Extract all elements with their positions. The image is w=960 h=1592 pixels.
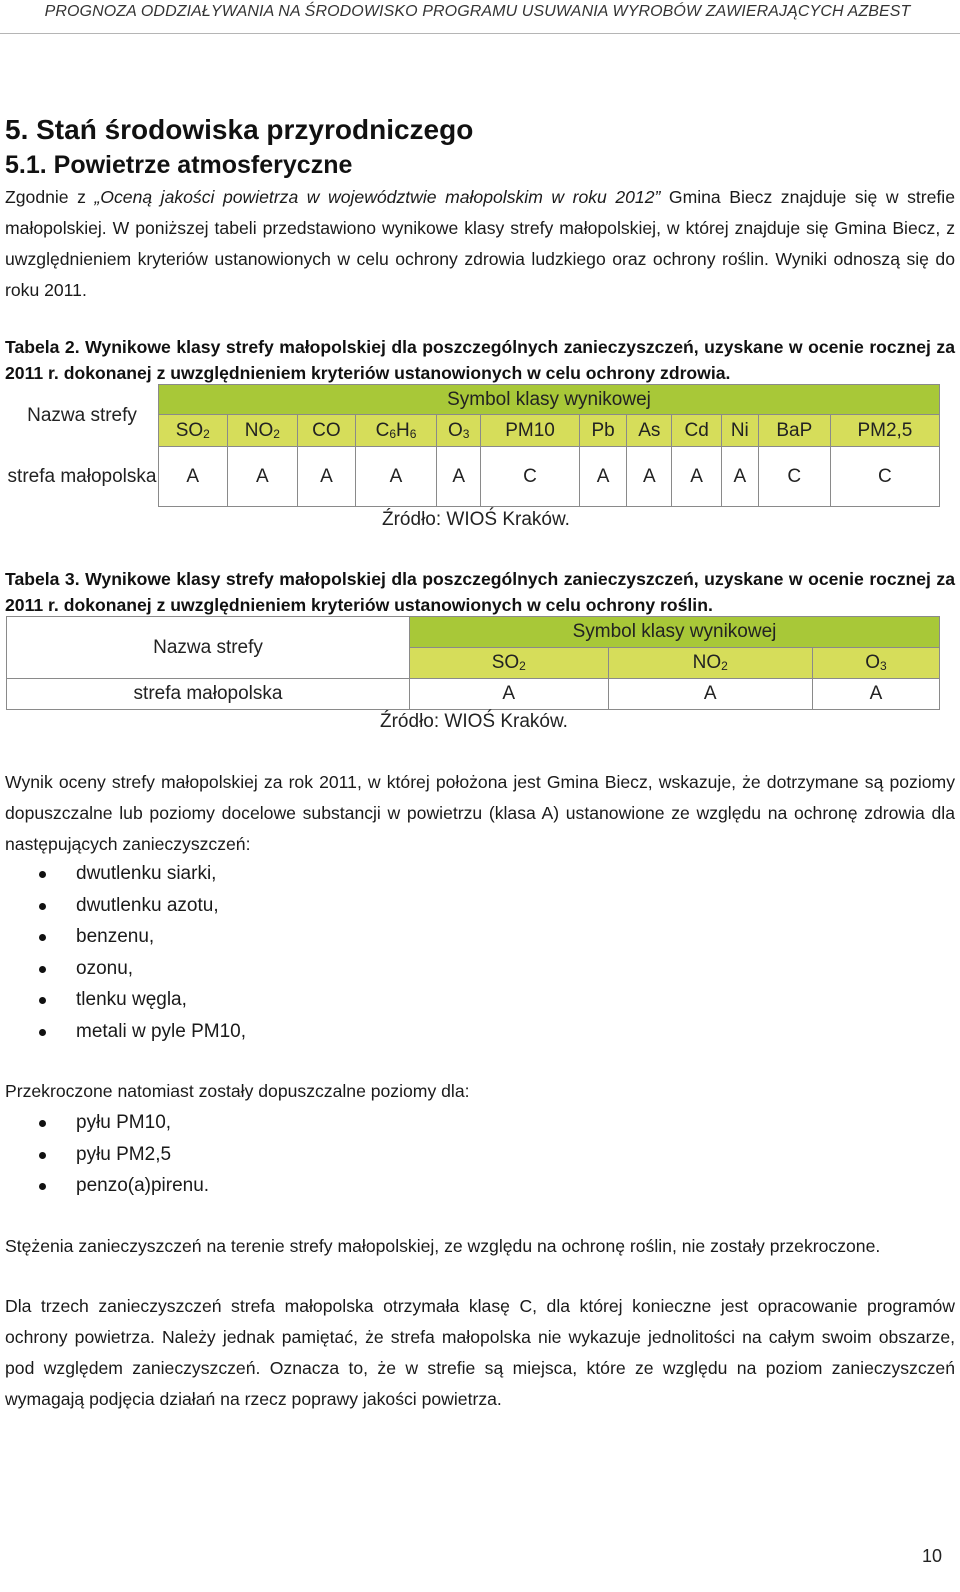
intro-post: Gmina Biecz znajduje się w strefie małopolskiej. W poniższej tabeli przedstawiono wynikowe klasy strefy małopolskiej, w której znajduje się Gmina Biecz, z uwzględnieniem kryteriów ustanowionych w celu ochrony zdrowia ludzkiego oraz ochrony roślin. Wyniki odnoszą się do roku 2011. [5,187,955,300]
page-number: 10 [921,1546,942,1566]
formula-base: CO [312,419,341,441]
bullet-icon [39,934,46,941]
bullet-icon [39,903,46,910]
table2-column-header [721,415,758,447]
list-item-text: dwutlenku azotu, [76,894,219,916]
table2-value-cell: A [721,447,758,507]
formula-subscript: 3 [880,659,887,673]
bullet-icon [39,966,46,973]
table2-column-header [437,415,481,447]
formula-base: Ni [730,419,749,441]
formula-subscript: 6 [409,426,417,441]
list-item-text: benzenu, [76,926,155,947]
list-item-text: dwutlenku siarki, [76,863,217,884]
table2-column-header [830,415,939,447]
table3-column-header [812,648,939,679]
formula-base: NO [692,652,722,673]
formula-subscript: 2 [273,426,280,441]
table2-value-cell: A [579,447,626,507]
table2-column-header [298,415,356,447]
intro-paragraph [5,182,955,306]
bullet-icon [39,871,46,878]
formula-base: SO [175,419,204,441]
table2-column-header [355,415,437,447]
table3-zone-cell: strefa małopolska [7,679,410,710]
formula-base: H [396,419,410,441]
formula-base: As [638,419,661,441]
table2-value-cell: A [355,447,437,507]
formula-base: O [865,652,881,673]
formula-base: BaP [776,419,813,441]
table2-caption: Tabela 2. Wynikowe klasy strefy małopolskiej dla poszczególnych zanieczyszczeń, uzyskane w ocenie rocznej za 2011 r. dokonanej z uwzględnieniem kryteriów ustanowionych w celu ochrony zdrowia. [5,337,955,383]
table2-source: Źródło: WIOŚ Kraków. [382,509,570,530]
formula-base: C [375,419,390,441]
table2-value-cell: A [298,447,356,507]
table3-value-cell: A [410,679,609,710]
table2-data-row [6,447,940,507]
table3-data-row [7,679,940,710]
table2-column-header [227,415,298,447]
section-heading: 5. Stań środowiska przyrodniczego [5,114,474,145]
formula-base: PM10 [505,419,555,441]
table2-column-header [579,415,626,447]
list-item-text: pyłu PM10, [76,1112,172,1133]
exceeded-paragraph: Przekroczone natomiast zostały dopuszczalne poziomy dla: [5,1081,470,1101]
table2-column-header [159,415,228,447]
formula-subscript: 2 [519,659,526,673]
table3-column-header [608,648,812,679]
table3-column-header [410,648,609,679]
list-item-text: metali w pyle PM10, [76,1020,247,1042]
table2-column-header [481,415,580,447]
list-item-text: pyłu PM2,5 [76,1143,172,1165]
table2-value-cell: C [481,447,580,507]
bullet-icon [39,1120,46,1127]
table2-value-cell: C [830,447,939,507]
formula-base: NO [244,419,274,441]
bullet-icon [39,1029,46,1036]
bullet-icon [39,1152,46,1159]
header-title: PROGNOZA ODDZIAŁYWANIA NA ŚRODOWISKO PROGRAMU USUWANIA WYROBÓW ZAWIERAJĄCYCH AZBEST [44,3,911,20]
table2-column-header [758,415,830,447]
formula-subscript: 2 [203,426,210,441]
plants-paragraph: Stężenia zanieczyszczeń na terenie strefy małopolskiej, ze względu na ochronę roślin, nie zostały przekroczone. [5,1236,881,1256]
intro-report-title: „Oceną jakości powietrza w województwie małopolskim w roku 2012” [94,187,661,207]
table3-source: Źródło: WIOŚ Kraków. [380,711,568,732]
formula-subscript: 2 [721,659,728,673]
table3-caption: Tabela 3. Wynikowe klasy strefy małopolskiej dla poszczególnych zanieczyszczeń, uzyskane w ocenie rocznej za 2011 r. dokonanej z uwzględnieniem kryteriów ustanowionych w celu ochrony roślin. [5,569,955,615]
list-item-text: penzo(a)pirenu. [76,1175,210,1196]
intro-pre: Zgodnie z [5,187,95,207]
table2-column-header [627,415,672,447]
table2-value-cell: A [159,447,228,507]
table3 [6,616,940,710]
table2-symbol-header: Symbol klasy wynikowej [159,385,940,415]
formula-base: PM2,5 [857,419,913,441]
table2-value-cell: A [227,447,298,507]
class-c-paragraph: Dla trzech zanieczyszczeń strefa małopolska otrzymała klasę C, dla której konieczne jest opracowanie programów ochrony powietrza. Należy jednak pamiętać, że strefa małopolska nie wykazuje jednolitości na całym swoim obszarze, pod względem zanieczyszczeń. Oznacza to, że w strefie są miejsca, które ze względu na poziom zanieczyszczeń wymagają podjęcia działań na rzecz poprawy jakości powietrza. [5,1296,955,1409]
list-item-text: ozonu, [76,957,134,979]
bullet-icon [39,1183,46,1190]
formula-base: SO [491,652,520,673]
table2 [6,384,940,507]
table2-value-cell: A [672,447,721,507]
formula-subscript: 3 [462,426,470,441]
table2-value-cell: C [758,447,830,507]
bullet-icon [39,997,46,1004]
formula-base: Cd [684,419,709,441]
table2-zone-cell: strefa małopolska [7,465,157,487]
table3-value-cell: A [608,679,812,710]
table2-value-cell: A [627,447,672,507]
formula-base: O [447,419,463,441]
formula-base: Pb [591,419,615,441]
table2-column-header [672,415,721,447]
table3-value-cell: A [812,679,939,710]
list-item-text: tlenku węgla, [76,989,187,1010]
table2-value-cell: A [437,447,481,507]
table2-zone-header: Nazwa strefy [27,404,137,426]
subsection-heading: 5.1. Powietrze atmosferyczne [5,151,353,179]
table3-zone-header: Nazwa strefy [7,617,410,679]
formula-subscript: 6 [389,426,396,441]
table3-symbol-header: Symbol klasy wynikowej [410,617,940,648]
result-paragraph: Wynik oceny strefy małopolskiej za rok 2011, w której położona jest Gmina Biecz, wskazuje, że dotrzymane są poziomy dopuszczalne lub poziomy docelowe substancji w powietrzu (klasa A) ustanowione ze względu na ochronę zdrowia dla następujących zanieczyszczeń: [5,772,955,854]
running-header [0,0,960,34]
